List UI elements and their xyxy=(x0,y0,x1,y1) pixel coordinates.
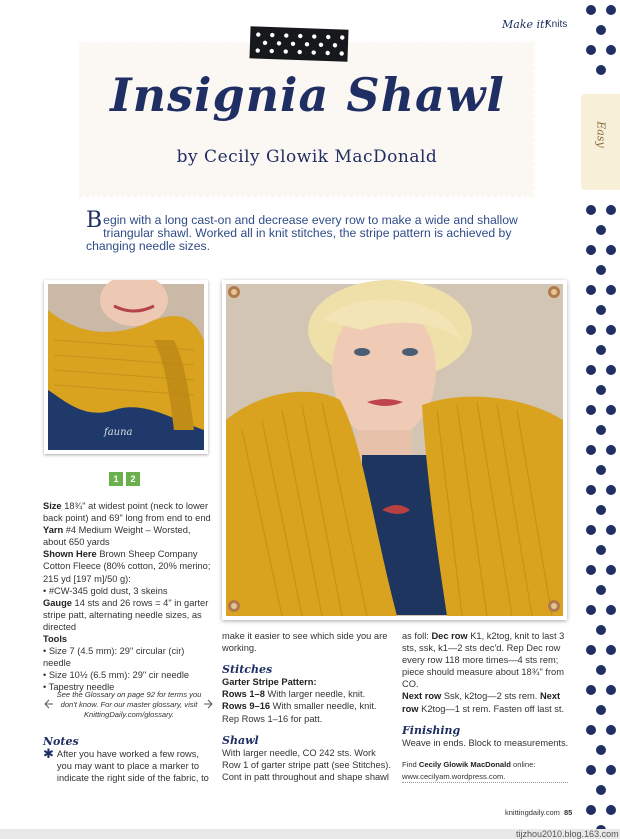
shown-color: • #CW-345 gold dust, 3 skeins xyxy=(43,585,168,596)
difficulty-label: Easy xyxy=(594,121,608,148)
polka-dot xyxy=(606,565,616,575)
polka-dot xyxy=(586,805,596,815)
notes-text: After you have worked a few rows, you may want to place a marker to indicate the right side of the fabric, to xyxy=(56,749,209,784)
stitches-heading: Stitches xyxy=(222,663,273,677)
size-label: Size xyxy=(43,501,62,511)
pattern-title: Insignia Shawl xyxy=(110,68,505,122)
tool-item: • Size 7 (4.5 mm): 29" circular (cir) needle xyxy=(43,646,185,669)
watermark: tijzhou2010.blog.163.com xyxy=(516,829,619,839)
notes-section xyxy=(43,736,213,784)
polka-dot xyxy=(596,225,606,235)
polka-dot xyxy=(596,65,606,75)
notes-continuation: make it easier to see which side you are working. xyxy=(222,631,388,654)
polka-dot xyxy=(596,665,606,675)
polka-dot xyxy=(606,205,616,215)
polka-dot xyxy=(596,305,606,315)
drop-cap: B xyxy=(86,208,103,233)
footer-site[interactable]: knittingdaily.com xyxy=(505,808,560,817)
polka-dot xyxy=(586,765,596,775)
polka-dot xyxy=(606,285,616,295)
rows-1-8-label: Rows 1–8 xyxy=(222,689,265,700)
polka-dot xyxy=(586,405,596,415)
designer-name: Cecily Glowik MacDonald xyxy=(418,759,511,769)
polka-dot xyxy=(586,525,596,535)
polka-dot xyxy=(606,685,616,695)
repeat-text: Rep Rows 1–16 for patt. xyxy=(222,713,323,724)
instructions-column-2 xyxy=(222,630,392,783)
finishing-text: Weave in ends. Block to measurements. xyxy=(402,737,569,748)
detail-photo xyxy=(44,280,208,454)
find-suffix: online: xyxy=(513,759,536,769)
polka-dot xyxy=(586,565,596,575)
right-arrow-icon xyxy=(202,697,214,711)
yarn-text: #4 Medium Weight – Worsted, about 650 yards xyxy=(43,525,191,548)
photo-number-2: 2 xyxy=(126,472,140,486)
polka-dot xyxy=(596,385,606,395)
polka-dot xyxy=(606,645,616,655)
polka-dot xyxy=(596,585,606,595)
next-row-label: Next row xyxy=(402,691,561,714)
polka-dot xyxy=(606,605,616,615)
garter-stripe-label: Garter Stripe Pattern: xyxy=(222,677,317,688)
find-prefix: Find xyxy=(402,759,417,769)
intro-text: egin with a long cast-on and decrease every row to make a wide and shallow triangular shawl. Worked all in knit stitches, the stripe pattern is achieved by changing needle sizes. xyxy=(86,213,518,253)
polka-dot xyxy=(606,765,616,775)
polka-dot xyxy=(606,365,616,375)
gauge-label: Gauge xyxy=(43,597,72,608)
tool-item: • Tapestry needle xyxy=(43,682,115,693)
main-photo xyxy=(222,280,567,620)
next-row-text: K2tog—1 st rem. Fasten off last st. xyxy=(421,703,565,714)
asterisk-icon: ✱ xyxy=(43,746,54,762)
tool-item: • Size 10½ (6.5 mm): 29" cir needle xyxy=(43,670,190,681)
polka-dot xyxy=(596,25,606,35)
polka-dot xyxy=(606,405,616,415)
finishing-heading: Finishing xyxy=(402,723,461,737)
polka-dot xyxy=(596,705,606,715)
page-number: 85 xyxy=(564,808,573,817)
polka-dot xyxy=(586,485,596,495)
polka-dot xyxy=(586,645,596,655)
instructions-column-3 xyxy=(402,630,572,783)
designer-byline: by Cecily Glowik MacDonald xyxy=(176,147,438,167)
specs-column xyxy=(43,500,213,694)
polka-dot xyxy=(596,505,606,515)
polka-dot xyxy=(596,425,606,435)
shawl-heading: Shawl xyxy=(222,733,259,747)
designer-website-link[interactable]: www.cecilyam.wordpress.com. xyxy=(402,771,506,781)
polka-dot xyxy=(596,625,606,635)
tools-label: Tools xyxy=(43,634,68,645)
glossary-note: See the Glossary on page 92 for terms you don't know. For our master glossary, visit KnittingDaily.com/glossary. xyxy=(56,690,202,719)
polka-dot xyxy=(596,785,606,795)
polka-dot xyxy=(586,325,596,335)
polka-dot xyxy=(606,805,616,815)
rows-9-16-text: With smaller needle, knit. xyxy=(272,701,377,712)
polka-dot xyxy=(606,245,616,255)
lead-text: as foll: xyxy=(402,631,429,641)
polka-dot xyxy=(586,205,596,215)
polka-dot xyxy=(586,45,596,55)
polka-dot xyxy=(606,45,616,55)
polka-dot xyxy=(596,345,606,355)
photo-number-1: 1 xyxy=(109,472,123,486)
left-arrow-icon xyxy=(43,697,55,711)
size-text: 18¾" at widest point (neck to lower back point) and 69" long from end to end xyxy=(43,501,211,524)
polka-dot xyxy=(586,445,596,455)
polka-dot xyxy=(596,745,606,755)
yarn-label: Yarn xyxy=(43,525,64,536)
polka-dot xyxy=(586,285,596,295)
make-it-label: Make it! xyxy=(502,18,549,31)
dec-row-label: Dec row xyxy=(431,631,468,641)
next-row-label: Next row xyxy=(402,691,442,702)
polka-dot xyxy=(586,365,596,375)
polka-dot xyxy=(586,5,596,15)
shown-here-text: Brown Sheep Company Cotton Fleece (80% cotton, 20% merino; 215 yd [197 m]/50 g): xyxy=(43,549,211,584)
polka-dot xyxy=(596,265,606,275)
rows-9-16-label: Rows 9–16 xyxy=(222,701,271,712)
polka-dot xyxy=(606,525,616,535)
polka-dot xyxy=(606,445,616,455)
polka-dot xyxy=(606,325,616,335)
polka-dot xyxy=(586,605,596,615)
svg-text:fauna: fauna xyxy=(104,427,133,438)
shawl-text: With larger needle, CO 242 sts. Work Row 1 of garter stripe patt (see Stitches). Cont in patt throughout and shape shawl xyxy=(222,747,391,782)
section-label: Knits xyxy=(545,19,568,30)
rows-1-8-text: With larger needle, knit. xyxy=(267,689,366,700)
dec-row-text: K1, k2tog, knit to last 3 sts, ssk, k1—2 sts dec'd. Rep Dec row every row 118 more times—4 sts rem; piece should measure about 18¾" from CO. xyxy=(402,631,565,690)
polka-dot xyxy=(596,545,606,555)
gauge-text: 14 sts and 26 rows = 4" in garter stripe patt, alternating needle sizes, as directed xyxy=(43,597,209,632)
polka-dot xyxy=(606,725,616,735)
divider xyxy=(402,782,568,783)
polka-dot xyxy=(586,725,596,735)
notes-heading: Notes xyxy=(43,735,79,748)
polka-dot xyxy=(596,465,606,475)
shown-here-label: Shown Here xyxy=(43,549,97,560)
polka-dot xyxy=(586,245,596,255)
washi-tape xyxy=(249,26,348,61)
polka-dot xyxy=(606,485,616,495)
intro-paragraph xyxy=(86,208,546,253)
polka-dot xyxy=(586,685,596,695)
polka-dot xyxy=(606,5,616,15)
next-row-text: Ssk, k2tog—2 sts rem. xyxy=(443,691,538,702)
photo-number-badges xyxy=(109,469,143,487)
